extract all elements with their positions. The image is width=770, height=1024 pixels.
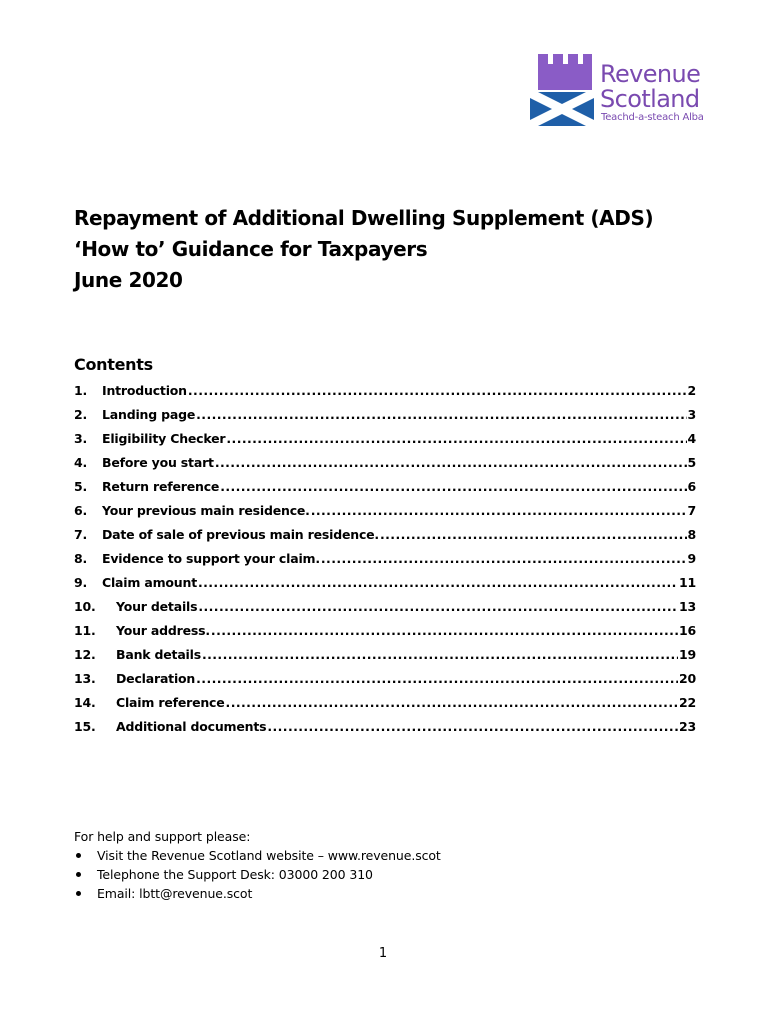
- toc-number: 14.: [74, 695, 96, 710]
- toc-number: 8.: [74, 551, 88, 566]
- toc-entry-claim-amount[interactable]: [74, 572, 696, 596]
- toc-leader-dots: [196, 671, 678, 686]
- toc-page-number: 8: [687, 527, 696, 542]
- toc-entry-your-details[interactable]: [74, 596, 696, 620]
- table-of-contents: [74, 380, 696, 740]
- toc-page-number: 2: [687, 383, 696, 398]
- toc-title[interactable]: Landing page: [102, 407, 196, 422]
- toc-entry-return-reference[interactable]: [74, 476, 696, 500]
- document-title: [74, 203, 653, 296]
- toc-leader-dots: [267, 719, 678, 734]
- logo-word-revenue: Revenue: [600, 60, 701, 88]
- toc-leader-dots: [202, 647, 678, 662]
- help-list: [74, 846, 441, 903]
- logo-word-scotland: Scotland: [600, 85, 700, 113]
- toc-leader-dots: [226, 695, 678, 710]
- toc-title[interactable]: Return reference: [102, 479, 220, 494]
- toc-entry-landing-page[interactable]: [74, 404, 696, 428]
- toc-leader-dots: [215, 455, 687, 470]
- toc-entry-declaration[interactable]: [74, 668, 696, 692]
- revenue-scotland-logo: [530, 54, 720, 126]
- toc-number: 10.: [74, 599, 96, 614]
- toc-title[interactable]: Claim amount: [102, 575, 197, 590]
- toc-leader-dots: [311, 503, 687, 518]
- toc-page-number: 3: [687, 407, 696, 422]
- toc-leader-dots: [220, 479, 686, 494]
- page-number: 1: [378, 946, 388, 961]
- toc-leader-dots: [198, 575, 678, 590]
- toc-number: 9.: [74, 575, 88, 590]
- toc-page-number: 13: [679, 599, 696, 614]
- toc-entry-your-address[interactable]: [74, 620, 696, 644]
- toc-number: 6.: [74, 503, 88, 518]
- toc-entry-date-of-sale[interactable]: [74, 524, 696, 548]
- toc-number: 2.: [74, 407, 88, 422]
- toc-page-number: 5: [687, 455, 696, 470]
- toc-entry-before-you-start[interactable]: [74, 452, 696, 476]
- toc-number: 5.: [74, 479, 88, 494]
- toc-number: 11.: [74, 623, 96, 638]
- toc-leader-dots: [211, 623, 678, 638]
- toc-page-number: 7: [687, 503, 696, 518]
- toc-title[interactable]: Declaration: [116, 671, 196, 686]
- toc-page-number: 19: [679, 647, 696, 662]
- toc-entry-additional-documents[interactable]: [74, 716, 696, 740]
- toc-page-number: 4: [687, 431, 696, 446]
- help-item-website[interactable]: Visit the Revenue Scotland website – www.revenue.scot: [74, 846, 441, 865]
- toc-title[interactable]: Date of sale of previous main residence.: [102, 527, 379, 542]
- title-line-3: June 2020: [74, 268, 183, 292]
- toc-page-number: 23: [679, 719, 696, 734]
- help-section: [74, 827, 441, 903]
- toc-title[interactable]: Additional documents: [116, 719, 267, 734]
- title-line-2: ‘How to’ Guidance for Taxpayers: [74, 237, 428, 261]
- toc-title[interactable]: Your previous main residence.: [102, 503, 310, 518]
- toc-number: 7.: [74, 527, 88, 542]
- toc-page-number: 16: [679, 623, 696, 638]
- toc-page-number: 22: [679, 695, 696, 710]
- toc-leader-dots: [226, 431, 686, 446]
- toc-entry-introduction[interactable]: [74, 380, 696, 404]
- toc-leader-dots: [380, 527, 687, 542]
- help-intro: For help and support please:: [74, 829, 251, 844]
- toc-number: 15.: [74, 719, 96, 734]
- toc-page-number: 9: [687, 551, 696, 566]
- toc-number: 13.: [74, 671, 96, 686]
- toc-number: 1.: [74, 383, 88, 398]
- toc-title[interactable]: Claim reference: [116, 695, 225, 710]
- toc-leader-dots: [321, 551, 687, 566]
- toc-page-number: 11: [679, 575, 696, 590]
- castle-saltire-logo-icon: [530, 54, 594, 126]
- toc-title[interactable]: Before you start: [102, 455, 214, 470]
- toc-entry-previous-main-residence[interactable]: [74, 500, 696, 524]
- toc-title[interactable]: Your address.: [116, 623, 210, 638]
- toc-title[interactable]: Eligibility Checker: [102, 431, 226, 446]
- toc-leader-dots: [198, 599, 678, 614]
- help-item-telephone: Telephone the Support Desk: 03000 200 310: [74, 865, 441, 884]
- toc-title[interactable]: Bank details: [116, 647, 201, 662]
- toc-title[interactable]: Introduction: [102, 383, 187, 398]
- toc-entry-eligibility-checker[interactable]: [74, 428, 696, 452]
- toc-entry-evidence[interactable]: [74, 548, 696, 572]
- toc-leader-dots: [188, 383, 687, 398]
- help-item-email[interactable]: Email: lbtt@revenue.scot: [74, 884, 441, 903]
- title-line-1: Repayment of Additional Dwelling Supplement (ADS): [74, 206, 654, 230]
- toc-page-number: 6: [687, 479, 696, 494]
- logo-tagline: Teachd-a-steach Alba: [601, 112, 704, 123]
- toc-title[interactable]: Your details: [116, 599, 198, 614]
- toc-number: 4.: [74, 455, 88, 470]
- toc-entry-bank-details[interactable]: [74, 644, 696, 668]
- toc-page-number: 20: [679, 671, 696, 686]
- toc-number: 12.: [74, 647, 96, 662]
- contents-heading: Contents: [74, 355, 153, 374]
- toc-number: 3.: [74, 431, 88, 446]
- toc-entry-claim-reference[interactable]: [74, 692, 696, 716]
- toc-leader-dots: [196, 407, 686, 422]
- toc-title[interactable]: Evidence to support your claim.: [102, 551, 320, 566]
